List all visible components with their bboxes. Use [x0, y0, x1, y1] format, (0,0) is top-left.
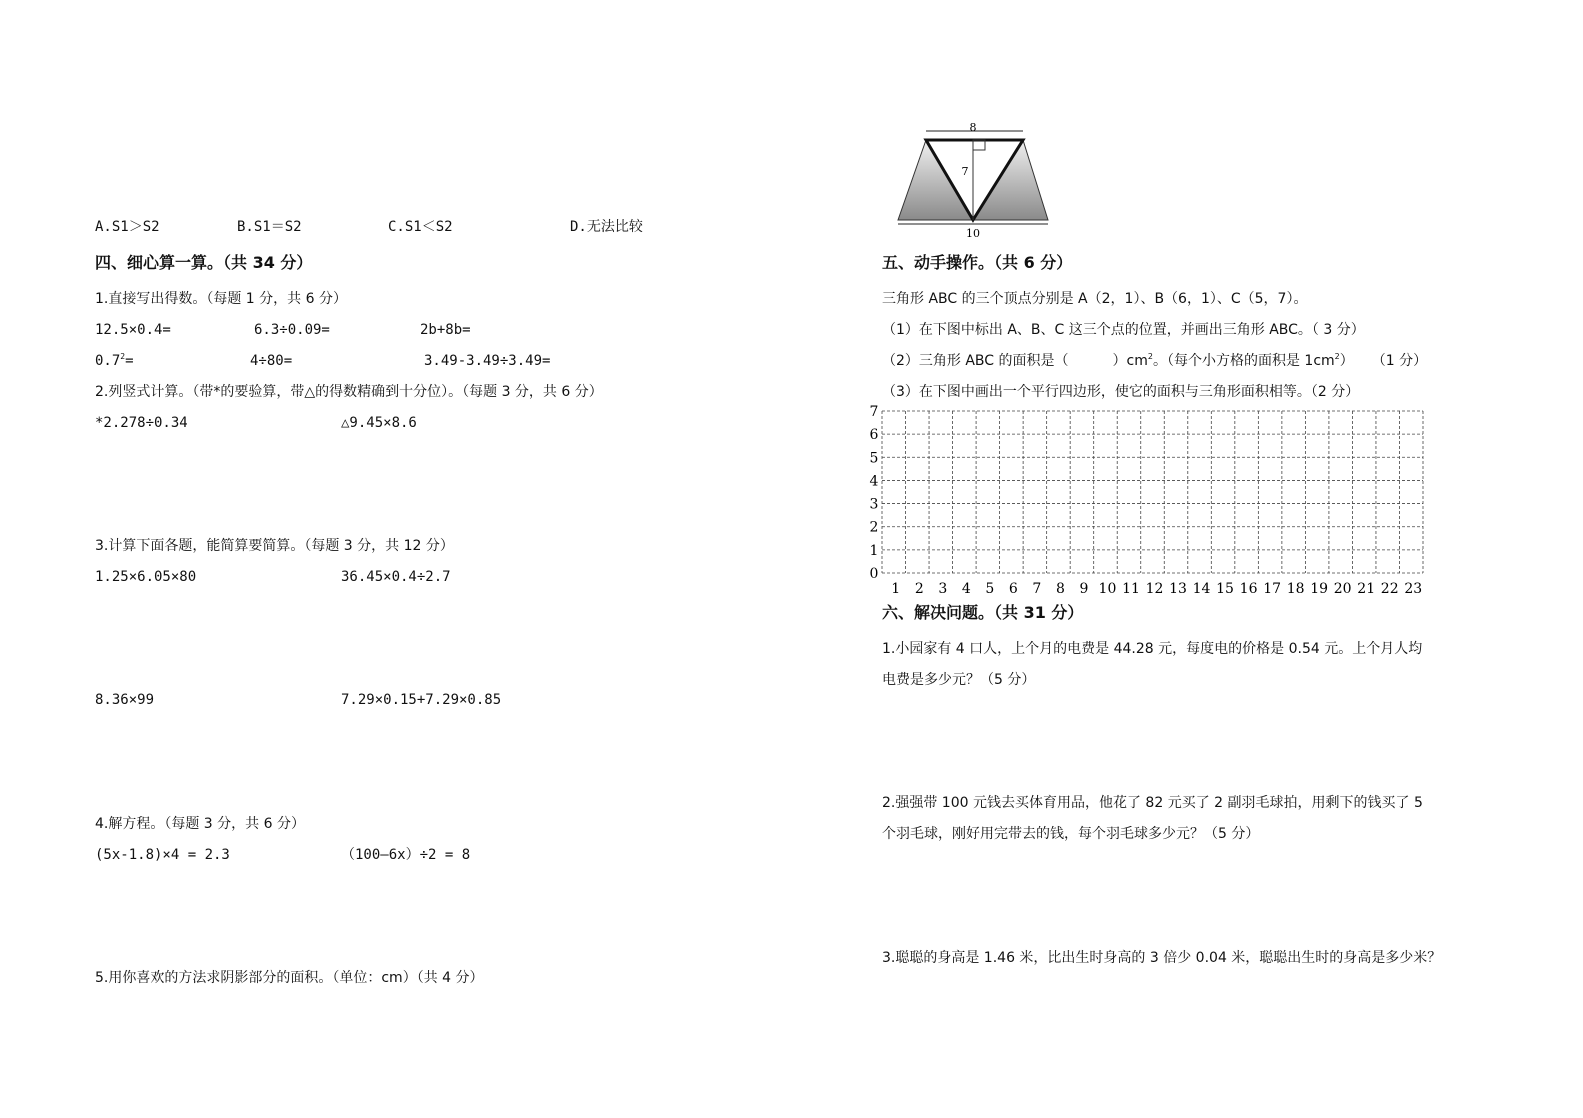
x-tick-label: 21 — [1357, 581, 1376, 597]
x-tick-label: 13 — [1169, 581, 1187, 597]
q3-item-3: 8.36×99 — [95, 692, 155, 708]
p3-line: 3.聪聪的身高是 1.46 米，比出生时身高的 3 倍少 0.04 米，聪聪出生时的身高是多少米？ — [882, 950, 1442, 966]
y-tick-label: 1 — [869, 542, 879, 559]
x-tick-label: 1 — [891, 581, 901, 597]
x-tick-label: 14 — [1192, 581, 1211, 597]
q1-item-5: 4÷80= — [250, 353, 293, 369]
x-tick-label: 3 — [938, 581, 948, 597]
option-b: B.S1＝S2 — [237, 219, 302, 235]
x-tick-label: 8 — [1055, 581, 1065, 597]
y-tick-label: 5 — [869, 450, 879, 467]
s5-intro: 三角形 ABC 的三个顶点分别是 A（2，1）、B（6，1）、C（5，7）。 — [882, 291, 1308, 307]
y-tick-label: 6 — [869, 427, 879, 444]
x-tick-label: 7 — [1032, 581, 1042, 597]
section-6-title: 六、解决问题。（共 31 分） — [882, 603, 1084, 622]
section-4-title: 四、细心算一算。（共 34 分） — [95, 253, 313, 272]
x-tick-label: 19 — [1310, 581, 1329, 597]
x-axis-labels — [891, 581, 1422, 597]
q1-item-3: 2b+8b= — [420, 322, 471, 338]
y-tick-label: 4 — [869, 473, 879, 490]
q2-item-2: △9.45×8.6 — [341, 415, 417, 431]
p1-line-2: 电费是多少元？（5 分） — [882, 672, 1036, 688]
q4-title: 4.解方程。（每题 3 分，共 6 分） — [95, 816, 305, 832]
q3-title: 3.计算下面各题，能简算要简算。（每题 3 分，共 12 分） — [95, 538, 454, 554]
q2-item-1: *2.278÷0.34 — [95, 415, 188, 431]
y-tick-label: 7 — [869, 405, 879, 420]
y-tick-label: 2 — [869, 519, 879, 536]
x-tick-label: 20 — [1333, 581, 1352, 597]
bottom-label: 10 — [966, 227, 980, 240]
trapezoid-figure — [893, 120, 1063, 240]
top-label: 8 — [969, 121, 977, 134]
x-tick-label: 5 — [985, 581, 995, 597]
x-tick-label: 10 — [1098, 581, 1117, 597]
q3-item-4: 7.29×0.15+7.29×0.85 — [341, 692, 502, 708]
q1-title: 1.直接写出得数。（每题 1 分，共 6 分） — [95, 291, 347, 307]
x-tick-label: 12 — [1145, 581, 1164, 597]
height-label: 7 — [961, 165, 969, 178]
q1-item-6: 3.49-3.49÷3.49= — [424, 353, 551, 369]
p2-line-2: 个羽毛球，刚好用完带去的钱，每个羽毛球多少元？（5 分） — [882, 826, 1260, 842]
p1-line-1: 1.小园家有 4 口人，上个月的电费是 44.28 元，每度电的价格是 0.54 元。上个月人均 — [882, 641, 1423, 657]
q3-item-2: 36.45×0.4÷2.7 — [341, 569, 451, 585]
x-tick-label: 6 — [1008, 581, 1018, 597]
x-tick-label: 9 — [1079, 581, 1089, 597]
x-tick-label: 23 — [1404, 581, 1423, 597]
q4-item-1: (5x-1.8)×4 = 2.3 — [95, 847, 230, 863]
x-tick-label: 18 — [1286, 581, 1305, 597]
x-tick-label: 2 — [914, 581, 924, 597]
x-tick-label: 16 — [1239, 581, 1258, 597]
q3-item-1: 1.25×6.05×80 — [95, 569, 197, 585]
q1-item-4: $0.7^2=$ — [95, 352, 134, 369]
y-tick-label: 3 — [869, 496, 879, 513]
x-tick-label: 11 — [1122, 581, 1140, 597]
s5-q1: （1）在下图中标出 A、B、C 这三个点的位置，并画出三角形 ABC。（ 3 分） — [882, 322, 1365, 338]
option-c: C.S1＜S2 — [388, 219, 453, 235]
s5-q2: （2）三角形 ABC 的面积是（ ）$cm^2$。（每个小方格的面积是 $1cm^2$） （1 分） — [882, 352, 1428, 369]
option-a: A.S1＞S2 — [95, 219, 160, 235]
q1-item-2: 6.3÷0.09= — [254, 322, 330, 338]
s5-q3: （3）在下图中画出一个平行四边形，使它的面积与三角形面积相等。（2 分） — [882, 384, 1360, 400]
p2-line-1: 2.强强带 100 元钱去买体育用品，他花了 82 元买了 2 副羽毛球拍，用剩下的钱买了 5 — [882, 795, 1423, 811]
x-tick-label: 4 — [961, 581, 971, 597]
y-axis-labels — [870, 405, 879, 582]
q2-title: 2.列竖式计算。（带*的要验算，带△的得数精确到十分位）。（每题 3 分，共 6 分） — [95, 384, 603, 400]
q1-item-1: 12.5×0.4= — [95, 322, 171, 338]
x-tick-label: 15 — [1216, 581, 1234, 597]
option-d: D.无法比较 — [570, 219, 643, 235]
x-tick-label: 17 — [1263, 581, 1282, 597]
q5-title: 5.用你喜欢的方法求阴影部分的面积。（单位：cm）（共 4 分） — [95, 970, 484, 986]
q4-item-2: （100—6x）÷2 = 8 — [341, 847, 471, 863]
grid-lines — [882, 411, 1423, 573]
coordinate-grid — [860, 405, 1440, 601]
section-5-title: 五、动手操作。（共 6 分） — [882, 253, 1073, 272]
y-tick-label: 0 — [869, 566, 879, 582]
x-tick-label: 22 — [1380, 581, 1399, 597]
